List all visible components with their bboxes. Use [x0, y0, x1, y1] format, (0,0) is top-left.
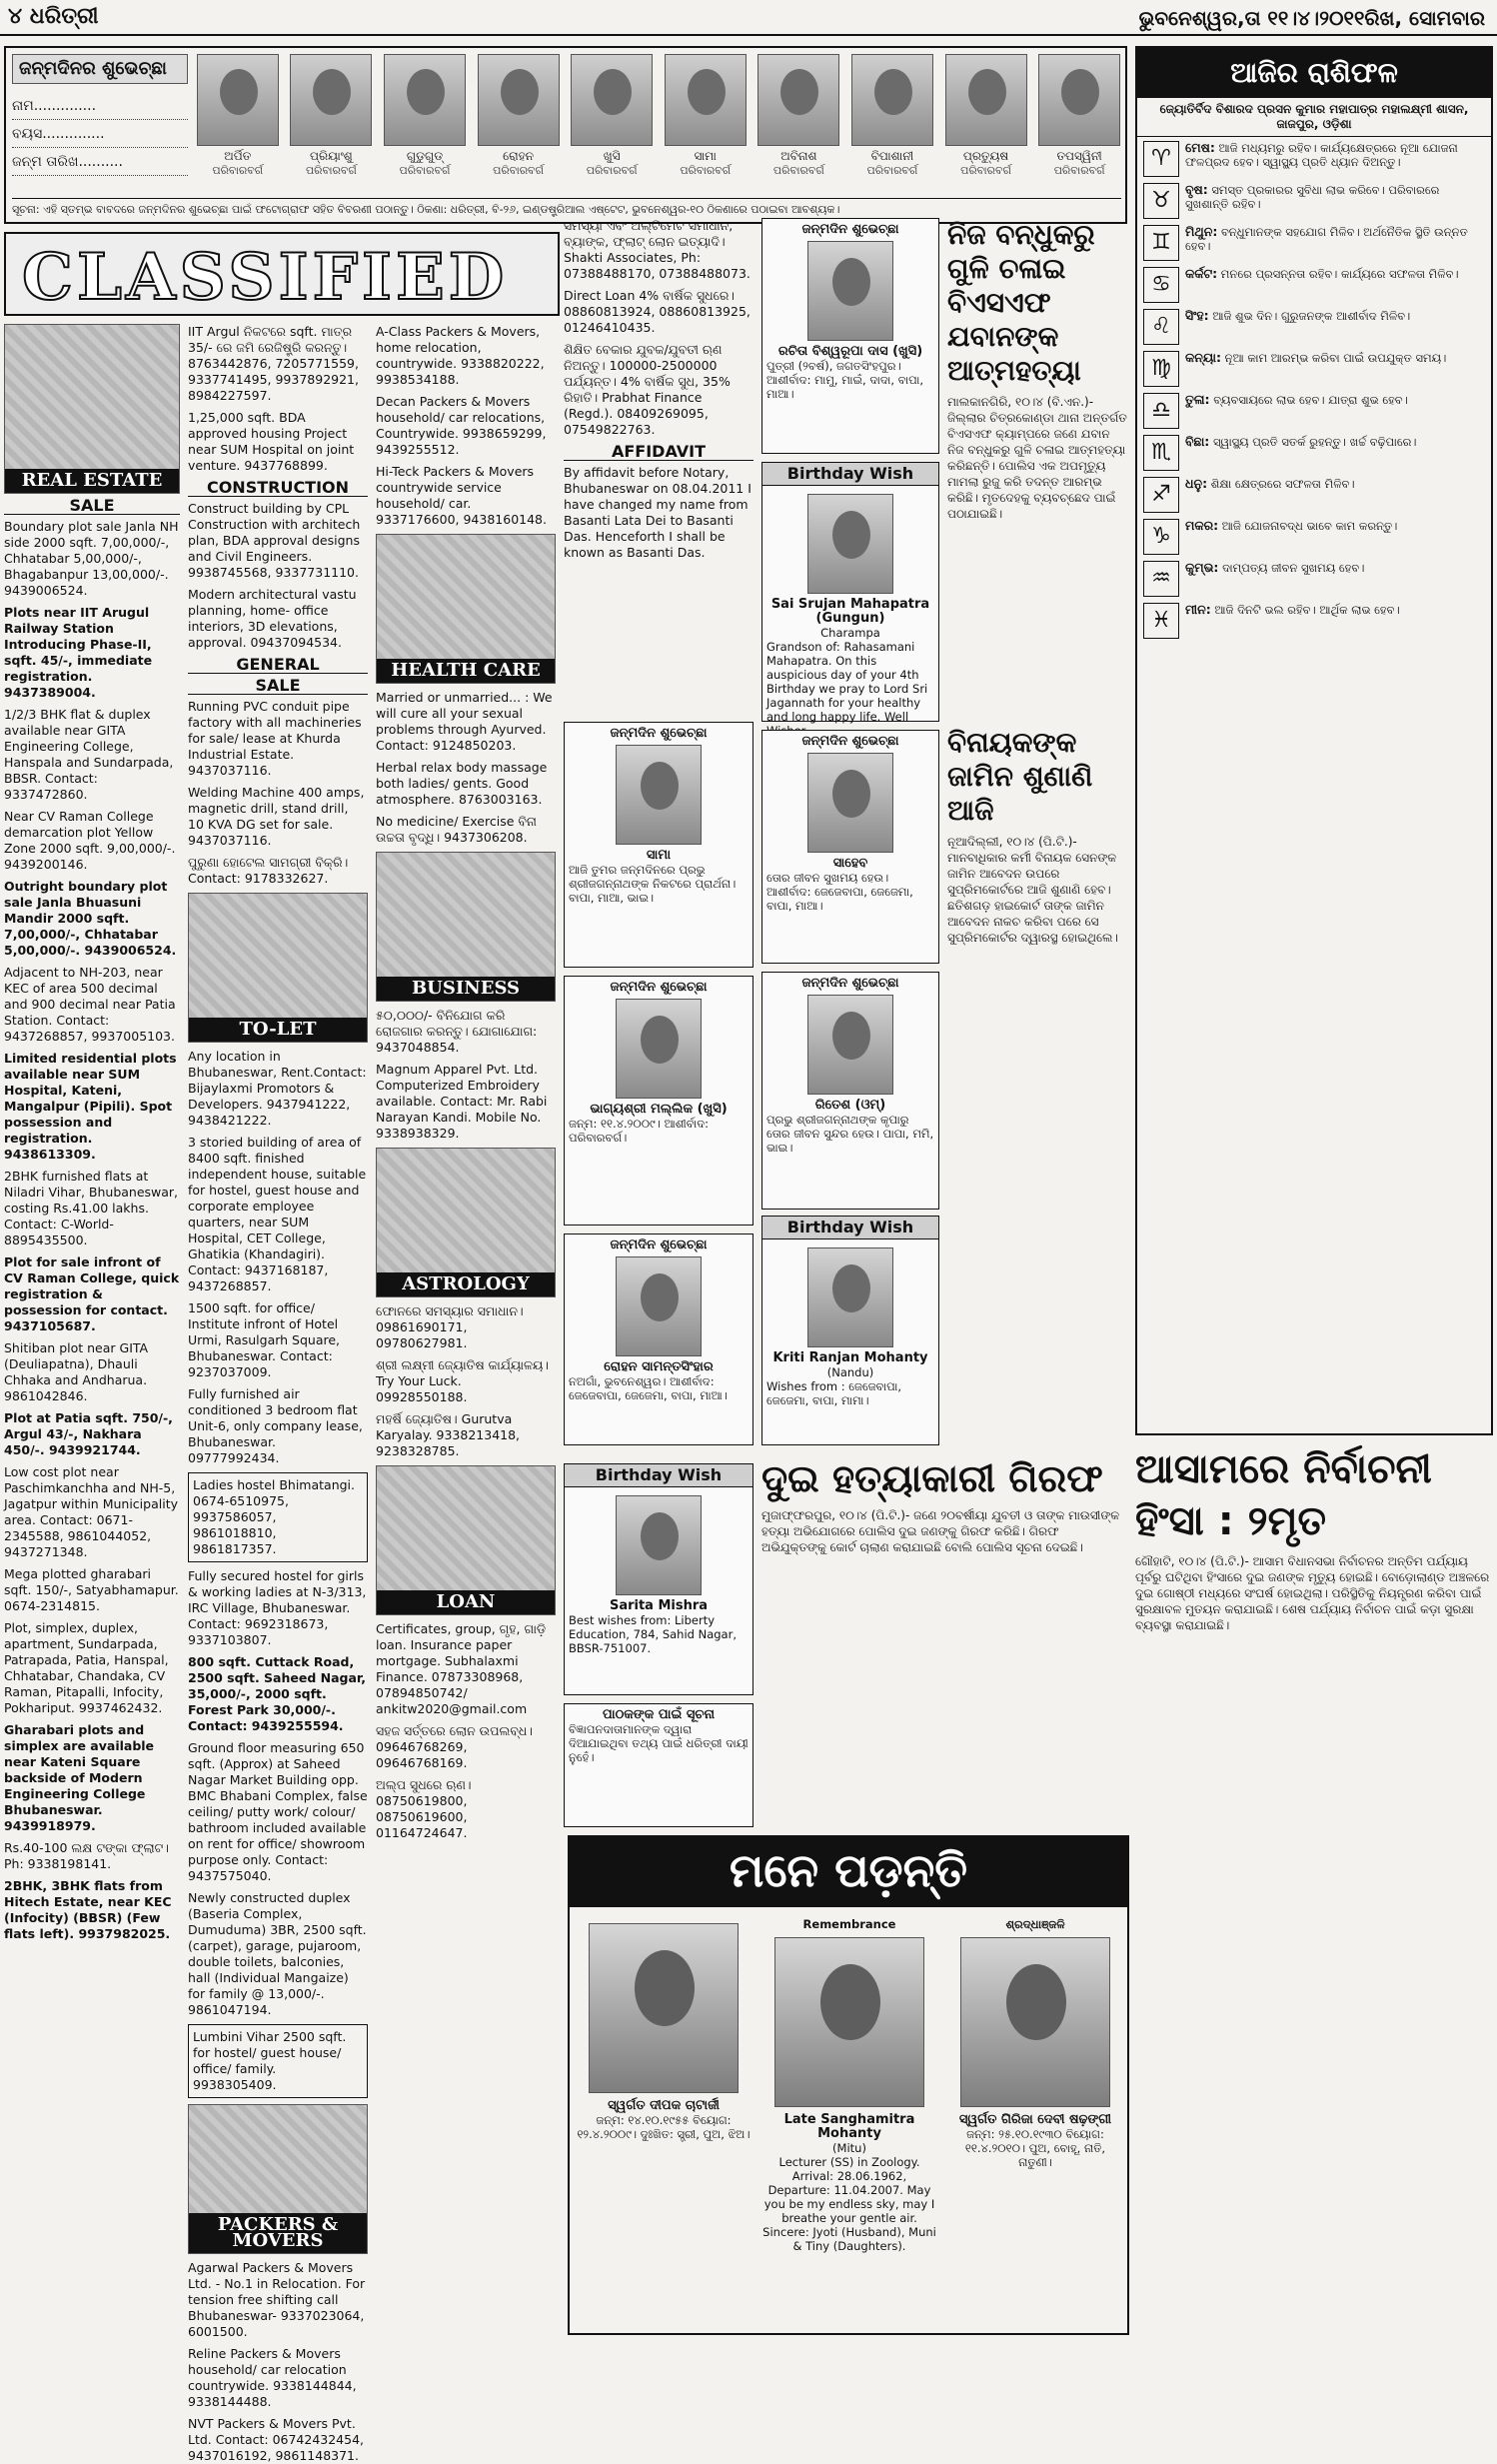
wish-text: ତୋର ଜୀବନ ସୁଖମୟ ହେଉ। ଆଶୀର୍ବାଦ: ଜେଜେବାପା, ଜେଜେମା, ବାପା, ମାଆ।	[766, 871, 913, 913]
classified-ad: 1500 sqft. for office/ Institute infront of Hotel Urmi, Rasulgarh Square, Bhubaneswar. Contact: 9237037009.	[188, 1300, 341, 1379]
zodiac-forecast: ଆଜି ମଧ୍ୟମରୁ ରହିବ। କାର୍ଯ୍ୟକ୍ଷେତ୍ରରେ ନୂଆ ଯୋଜନା ଫଳପ୍ରଦ ହେବ। ସ୍ୱାସ୍ଥ୍ୟ ପ୍ରତି ଧ୍ୟାନ ଦିଅନ୍ତୁ।	[1185, 141, 1458, 169]
zodiac-forecast: ବ୍ୟବସାୟରେ ଲାଭ ହେବ। ଯାତ୍ରା ଶୁଭ ହେବ।	[1213, 393, 1408, 407]
classified-ad: ୫୦,୦୦୦/- ବିନିଯୋଗ କରି ରୋଜଗାର କରନ୍ତୁ। ଯୋଗାଯୋଗ: 9437048854.	[376, 1008, 538, 1055]
zodiac-icon: ♏	[1143, 435, 1179, 471]
zodiac-name: ବୃଷ:	[1185, 182, 1208, 197]
kid-wisher: ପରିବାରବର୍ଗ	[960, 164, 1011, 177]
child-photo	[807, 753, 893, 853]
page-header	[0, 0, 1497, 36]
readers-notice	[564, 1703, 753, 1827]
classified-ad: Ladies hostel Bhimatangi. 0674-6510975, 9937586057, 9861018810, 9861817357.	[188, 1472, 368, 1562]
wish-text: Wishes from : ଜେଜେବାପା, ଜେଜେମା, ବାପା, ମାମା।	[766, 1379, 902, 1407]
kid-photo	[571, 54, 653, 146]
classified-ad: Running PVC conduit pipe factory with all machineries for sale/ lease at Khurda Industrial Estate. 9437037116.	[188, 699, 362, 778]
kid-wisher: ପରିବାରବର୍ଗ	[680, 164, 732, 177]
child-photo	[807, 241, 893, 341]
kid-card	[381, 54, 469, 194]
zodiac-text	[1185, 141, 1485, 177]
zodiac-forecast: ଦାମ୍ପତ୍ୟ ଜୀବନ ସୁଖମୟ ହେବ।	[1222, 561, 1365, 575]
kid-card	[942, 54, 1030, 194]
classified-ad: ମହର୍ଷି ଜ୍ୟୋତିଷ। Gurutva Karyalay. 9338213418, 9238328785.	[376, 1411, 521, 1458]
news-assam-violence	[1135, 1443, 1493, 2333]
zodiac-forecast: ବନ୍ଧୁମାନଙ୍କ ସହଯୋଗ ମିଳିବ। ଅର୍ଥନୈତିକ ସ୍ଥିତି ଉନ୍ନତ ହେବ।	[1185, 225, 1468, 253]
ad-category-label: PACKERS & MOVERS	[189, 2213, 367, 2253]
article-body: ଗୌହାଟି, ୧୦।୪ (ପି.ଟି.)- ଆସାମ ବିଧାନସଭା ନିର୍ବାଚନର ଅନ୍ତିମ ପର୍ଯ୍ୟାୟ ପୂର୍ବରୁ ଘଟିଥିବା ହିଂସାରେ ଦୁଇ ଜଣଙ୍କ ମୃତ୍ୟୁ ହୋଇଛି। ବୋଡ଼ୋଲାଣ୍ଡ ଅଞ୍ଚଳରେ ଦୁଇ ଗୋଷ୍ଠୀ ମଧ୍ୟରେ ସଂଘର୍ଷ ହୋଇଥିଲା। ପରିସ୍ଥିତିକୁ ନିୟନ୍ତ୍ରଣ କରିବା ପାଇଁ ସୁରକ୍ଷାବଳ ମୁତୟନ କରାଯାଇଛି। ଶେଷ ପର୍ଯ୍ୟାୟ ନିର୍ବାଚନ ପାଇଁ କଡ଼ା ସୁରକ୍ଷା ବ୍ୟବସ୍ଥା କରାଯାଇଛି।	[1135, 1554, 1490, 1632]
memorial-head: ଶ୍ରଦ୍ଧାଞ୍ଜଳି	[1005, 1917, 1065, 1931]
headline: ବିନାୟକଙ୍କ ଜାମିନ ଶୁଣାଣି ଆଜି	[947, 726, 1093, 827]
zodiac-text	[1185, 393, 1408, 429]
child-photo	[616, 999, 702, 1099]
ad-category-label: TO-LET	[189, 1018, 367, 1042]
zodiac-forecast: ଆଜି ଦିନଟି ଭଲ ରହିବ। ଆର୍ଥିକ ଲାଭ ହେବ।	[1214, 603, 1400, 617]
kid-photo	[290, 54, 372, 146]
classified-ad: Decan Packers & Movers household/ car relocations, Countrywide. 9938659299, 9439255512.	[376, 394, 547, 457]
kid-card	[194, 54, 282, 194]
zodiac-name: ଧନୁ:	[1185, 476, 1208, 491]
wish-title: ଜନ୍ମଦିନ ଶୁଭେଚ୍ଛା	[610, 1237, 708, 1252]
zodiac-entry	[1143, 477, 1485, 513]
classified-ad: ଅଲ୍ପ ସୁଧରେ ଋଣ। 08750619800, 08750619600, 01164724647.	[376, 1777, 472, 1840]
wish-name: ରିତେଶ (ଓମ୍)	[814, 1098, 886, 1113]
birthday-form	[12, 92, 188, 176]
child-photo	[616, 745, 702, 845]
classified-ad: Gharabari plots and simplex are available near Kateni Square backside of Modern Engineering College Bhubaneswar. 9439918979.	[4, 1722, 155, 1833]
wish-text: Grandson of: Rahasamani Mahapatra. On this auspicious day of your 4th Birthday we pray to Lord Sri Jagannath for your healthy and long happy life. Well	[766, 640, 928, 724]
memorial-dipak	[576, 1917, 751, 2327]
horoscope-column	[1135, 46, 1493, 1435]
classified-ad: Low cost plot near Paschimkanchha and NH-5, Jagatpur within Municipality area. Contact: 0671-2345588, 9861044052, 9437271348.	[4, 1464, 178, 1559]
headline: ନିଜ ବନ୍ଧୁକରୁ ଗୁଳି ଚଳାଇ ବିଏସଏଫ ଯବାନଙ୍କ ଆତ୍ମହତ୍ୟା	[947, 218, 1095, 387]
zodiac-icon: ♎	[1143, 393, 1179, 429]
wish-title: ଜନ୍ମଦିନ ଶୁଭେଚ୍ଛା	[610, 726, 708, 741]
classified-ad: Rs.40-100 ଲକ୍ଷ ଟଙ୍କା ଫ୍ଲାଟ। Ph: 9338198141.	[4, 1840, 169, 1871]
ad-category-label: LOAN	[377, 1590, 555, 1614]
classified-ad: Herbal relax body massage both ladies/ gents. Good atmosphere. 8763003163.	[376, 760, 548, 807]
person-photo	[616, 1495, 702, 1595]
kid-photo	[851, 54, 933, 146]
birthday-wish-kriti	[761, 1216, 939, 1445]
zodiac-text	[1185, 435, 1417, 471]
kid-wisher: ପରିବାରବର୍ଗ	[212, 164, 264, 177]
zodiac-forecast: ମନରେ ପ୍ରସନ୍ନତା ରହିବ। କାର୍ଯ୍ୟରେ ସଫଳତା ମିଳିବ।	[1220, 267, 1459, 281]
classified-ad: Lumbini Vihar 2500 sqft. for hostel/ guest house/ office/ family. 9938305409.	[188, 2024, 368, 2098]
classified-ad: ଶ୍ରୀ ଲକ୍ଷ୍ମୀ ଜ୍ୟୋତିଷ କାର୍ଯ୍ୟାଳୟ। Try Your Luck. 09928550188.	[376, 1357, 549, 1404]
classified-ad: Outright boundary plot sale Janla Bhuasuni Mandir 2000 sqft. 7,00,000/-, Chhatabar 5,00,000/-. 9439006524.	[4, 879, 177, 958]
section-heading: SALE	[188, 678, 368, 695]
kid-card	[1035, 54, 1123, 194]
memorial-text: ଜନ୍ମ: ୨୫.୧୦.୧୯୩୦ ବିୟୋଗ: ୧୧.୪.୨୦୧୦। ପୁଅ, ବୋହୂ, ନାତି, ନାତୁଣୀ।	[964, 2127, 1106, 2169]
headline: ଆସାମରେ ନିର୍ବାଚନୀ ହିଂସା : ୨ମୃତ	[1135, 1446, 1432, 1544]
section-heading: AFFIDAVIT	[564, 444, 753, 461]
wish-rachita	[761, 218, 939, 454]
memorial-head: Remembrance	[802, 1917, 896, 1931]
zodiac-icon: ♓	[1143, 603, 1179, 639]
zodiac-name: ମେଷ:	[1185, 140, 1215, 155]
zodiac-forecast: ନୂଆ କାମ ଆରମ୍ଭ କରିବା ପାଇଁ ଉପଯୁକ୍ତ ସମୟ।	[1224, 351, 1447, 365]
zodiac-forecast: ଆଜି ଯୋଜନାବଦ୍ଧ ଭାବେ କାମ କରନ୍ତୁ।	[1221, 519, 1398, 533]
wish-text: ଜନ୍ମ: ୧୧.୪.୨୦୦୯। ଆଶୀର୍ବାଦ: ପରିବାରବର୍ଗ।	[569, 1117, 710, 1145]
wish-ritesh	[761, 972, 939, 1210]
zodiac-entry	[1143, 603, 1485, 639]
memorial-photo	[589, 1923, 739, 2093]
news-bsf-suicide	[947, 218, 1127, 718]
ad-category-label: BUSINESS	[377, 977, 555, 1001]
zodiac-text	[1185, 183, 1485, 219]
horoscope-list	[1137, 137, 1491, 649]
classified-column-3	[376, 324, 556, 2333]
kid-name: ପ୍ରତ୍ୟୁଷ	[962, 149, 1009, 163]
zodiac-icon: ♒	[1143, 561, 1179, 597]
kid-name: ତପସ୍ୱିନୀ	[1056, 149, 1102, 163]
ad-category-label: ASTROLOGY	[377, 1272, 555, 1296]
zodiac-forecast: ସମସ୍ତ ପ୍ରକାରର ସୁବିଧା ଲାଭ କରିବେ। ପରିବାରରେ ସୁଖଶାନ୍ତି ରହିବ।	[1185, 183, 1440, 211]
zodiac-name: ମକର:	[1185, 518, 1219, 533]
remembrance-title: ମନେ ପଡ଼ନ୍ତି	[570, 1837, 1127, 1907]
kid-name: ବିପାଶାନୀ	[870, 149, 914, 163]
zodiac-name: ତୁଳା:	[1185, 392, 1210, 407]
memorial-nickname: (Mitu)	[832, 2141, 866, 2155]
classified-column-2	[188, 324, 368, 2463]
memorial-girija	[947, 1917, 1123, 2327]
wish-text: ଆଜି ତୁମର ଜନ୍ମଦିନରେ ପ୍ରଭୁ ଶ୍ରୀଜଗନ୍ନାଥଙ୍କ ନିକଟରେ ପ୍ରାର୍ଥନା। ବାପା, ମାଆ, ଭାଇ।	[569, 863, 737, 905]
zodiac-entry	[1143, 351, 1485, 387]
memorial-photo	[774, 1937, 924, 2107]
classified-ad: Married or unmarried... : We will cure all your sexual problems through Ayurved. Contact: 9124850203.	[376, 690, 553, 753]
memorial-text: ଜନ୍ମ: ୧୪.୧୦.୧୯୫୫ ବିୟୋଗ: ୧୨.୪.୨୦୦୯। ଦୁଃଖିତ: ସ୍ତ୍ରୀ, ପୁଅ, ଝିଅ।	[577, 2113, 750, 2141]
memorial-name: ସ୍ୱର୍ଗତ ଗିରିଜା ଦେବୀ ଷଢ଼ଙ୍ଗୀ	[958, 2112, 1112, 2127]
notice-title: ପାଠକଙ୍କ ପାଇଁ ସୂଚନା	[602, 1707, 716, 1722]
zodiac-entry	[1143, 561, 1485, 597]
memorial-sanghamitra	[761, 1917, 937, 2327]
section-heading: CONSTRUCTION	[188, 480, 368, 497]
wish-sama	[564, 722, 753, 968]
kid-photo	[1038, 54, 1120, 146]
kid-card	[662, 54, 749, 194]
wish-title: ଜନ୍ମଦିନ ଶୁଭେଚ୍ଛା	[801, 976, 899, 991]
wish-place: (Nandu)	[826, 1365, 874, 1379]
memorial-text: Lecturer (SS) in Zoology. Arrival: 28.06.1962, Departure: 11.04.2007. May you be my endless sky, may I breathe your gentle air. Sincere: Jyoti (Husband), Muni & Tiny (Daughters).	[762, 2155, 936, 2253]
kid-card	[568, 54, 656, 194]
classified-ad: Ground floor measuring 650 sqft. (Approx) at Saheed Nagar Market Building opp. BMC Bhabani Complex, false ceiling/ putty work/ colour/ bathroom included available on rent for office/ showroom purpose only. Contact: 9437575040.	[188, 1740, 368, 1883]
wish-bhagyashree	[564, 976, 753, 1226]
loan-affidavit-column	[564, 218, 753, 738]
zodiac-name: ମିଥୁନ:	[1185, 224, 1218, 239]
classified-ad: IIT Argul ନିକଟରେ sqft. ମାତ୍ର 35/- ରେ ଜମି ରେଜିଷ୍ଟ୍ରି କରନ୍ତୁ। 8763442876, 7205771559, 9337741495, 9937892921, 8984227597.	[188, 324, 359, 403]
zodiac-icon: ♋	[1143, 267, 1179, 303]
classified-ad: Limited residential plots available near SUM Hospital, Kateni, Mangalpur (Pipili). Spot possession and registration. 9438613309.	[4, 1051, 177, 1162]
classified-ad: Certificates, group, ଗୃହ, ଗାଡ଼ି loan. Insurance paper mortgage. Subhalaxmi Finance. 07873308968, 07894850742/ ankitw2020@gmail.com	[376, 1621, 547, 1716]
zodiac-icon: ♐	[1143, 477, 1179, 513]
child-photo	[807, 494, 893, 594]
classified-ad: No medicine/ Exercise ବିନା ଉଚ୍ଚତା ବୃଦ୍ଧି। 9437306208.	[376, 814, 537, 845]
kid-photo	[945, 54, 1027, 146]
kid-name: ଅର୍ପିତ	[224, 149, 252, 163]
kid-photo	[478, 54, 560, 146]
zodiac-entry	[1143, 183, 1485, 219]
wish-saheb	[761, 730, 939, 964]
notice-text: ବିଜ୍ଞାପନଦାତାମାନଙ୍କ ଦ୍ୱାରା ଦିଆଯାଇଥିବା ତଥ୍ୟ ପାଇଁ ଧରିତ୍ରୀ ଦାୟୀ ନୁହେଁ।	[569, 1722, 748, 1764]
memorial-name: Late Sanghamitra Mohanty	[783, 2112, 915, 2141]
classified-ad: Direct Loan 4% ବାର୍ଷିକ ସୁଧରେ। 08860813924, 08860813925, 01246410435.	[564, 288, 750, 335]
classified-ad: ସମସ୍ୟା ଏବଂ ଅଲ୍ଟିମେଟ ସମାଧାନ, ବ୍ୟାଙ୍କ, ଫ୍ଲାଟ୍ ଲୋନ ଇତ୍ୟାଦି। Shakti Associates, Ph: 07388488170, 07388488073.	[564, 218, 750, 281]
kid-photos	[194, 54, 1123, 194]
classified-ad: Hi-Teck Packers & Movers countrywide service household/ car. 9337176600, 9438160148.	[376, 464, 547, 527]
zodiac-text	[1185, 351, 1446, 387]
classified-banner	[4, 232, 560, 316]
zodiac-name: କୁମ୍ଭ:	[1185, 560, 1219, 575]
wish-name: ରଚିତା ବିଶ୍ୱରୂପା ଦାସ (ଖୁସି)	[777, 344, 923, 359]
classified-ad: A-Class Packers & Movers, home relocation, countrywide. 9338820222, 9938534188.	[376, 324, 545, 387]
kid-name: ସାମା	[694, 149, 717, 163]
kid-card	[755, 54, 843, 194]
kid-name: ଖୁସି	[603, 149, 621, 163]
wish-title: Birthday Wish	[565, 1464, 752, 1487]
birthday-wish-sarita	[564, 1463, 753, 1695]
kid-card	[848, 54, 936, 194]
child-photo	[807, 1247, 893, 1347]
real-estate-image	[4, 324, 180, 494]
zodiac-text	[1185, 561, 1364, 597]
wish-text: ନଅଗାଁ, ଭୁବନେଶ୍ୱର। ଆଶୀର୍ବାଦ: ଜେଜେବାପା, ଜେଜେମା, ବାପା, ମାଆ।	[569, 1374, 728, 1402]
kid-photo	[384, 54, 466, 146]
section-heading: GENERAL	[188, 657, 368, 674]
zodiac-name: ବିଛା:	[1185, 434, 1210, 449]
zodiac-text	[1185, 477, 1355, 513]
classified-ad: Shitiban plot near GITA (Deuliapatna), Dhauli Chhaka and Andharua. 9861042846.	[4, 1340, 149, 1403]
classified-ad: Magnum Apparel Pvt. Ltd. Computerized Embroidery available. Contact: Mr. Rabi Narayan Kandi. Mobile No. 9338938329.	[376, 1062, 548, 1141]
wish-rohan	[564, 1233, 753, 1445]
zodiac-text	[1185, 225, 1485, 261]
article-body: ନୂଆଦିଲ୍ଲୀ, ୧୦।୪ (ପି.ଟି.)- ମାନବାଧିକାର କର୍ମୀ ବିନାୟକ ସେନଙ୍କ ଜାମିନ ଆବେଦନ ଉପରେ ସୁପ୍ରିମକୋର୍ଟରେ ଆଜି ଶୁଣାଣି ହେବ। ଛତିଶଗଡ଼ ହାଇକୋର୍ଟ ତାଙ୍କ ଜାମିନ ଆବେଦନ ନାକଚ କରିବା ପରେ ସେ ସୁପ୍ରିମକୋର୍ଟର ଦ୍ୱାରସ୍ଥ ହୋଇଥିଲେ।	[947, 835, 1118, 945]
kid-wisher: ପରିବାରବର୍ଗ	[1053, 164, 1105, 177]
classified-ad: Modern architectural vastu planning, home- office interiors, 3D elevations, approval. 09437094534.	[188, 587, 357, 650]
headline: ଦୁଇ ହତ୍ୟାକାରୀ ଗିରଫ	[761, 1456, 1103, 1500]
kid-name: ରୋହନ	[503, 149, 534, 163]
kid-photo	[757, 54, 839, 146]
kid-wisher: ପରିବାରବର୍ଗ	[772, 164, 824, 177]
classified-ad: 2BHK furnished flats at Niladri Vihar, Bhubaneswar, costing Rs.41.00 lakhs. Contact: C-World- 8895435500.	[4, 1169, 179, 1247]
classified-ad: Boundary plot sale Janla NH side 2000 sqft. 7,00,000/-, Chhatabar 5,00,000/-, Bhagabanpur 13,00,000/-. 9439006524.	[4, 519, 179, 598]
form-dob-line: ଜନ୍ମ ତାରିଖ..........	[12, 148, 188, 176]
zodiac-name: କର୍କଟ:	[1185, 266, 1218, 281]
classified-ad: 3 storied building of area of 8400 sqft. finished independent house, suitable for hostel, guest house and corporate employee quarters, near SUM Hospital, CET College, Ghatikia (Khandagiri). Contact: 9437168187, 9437268857.	[188, 1135, 367, 1293]
zodiac-text	[1185, 519, 1397, 555]
real-estate-label: REAL ESTATE	[5, 469, 179, 493]
classified-ad: Any location in Bhubaneswar, Rent.Contact: Bijaylaxmi Promotors & Developers. 9437941222, 9438421222.	[188, 1049, 367, 1128]
classified-ad: Near CV Raman College demarcation plot Yellow Zone 2000 sqft. 9,00,000/-. 9439200146.	[4, 809, 176, 872]
classified-ad: Plot for sale infront of CV Raman College, quick registration & possession for contact. 9437105687.	[4, 1254, 180, 1333]
horoscope-title: ଆଜିର ରାଶିଫଳ	[1137, 48, 1491, 98]
wish-title: Birthday Wish	[762, 1217, 938, 1239]
zodiac-entry	[1143, 309, 1485, 345]
form-name-line: ନାମ..............	[12, 92, 188, 120]
news-binayak-bail	[947, 726, 1127, 1445]
classified-ad: 2BHK, 3BHK flats from Hitech Estate, near KEC (Infocity) (BBSR) (Few flats left). 9937982025.	[4, 1878, 172, 1941]
classified-ad: Newly constructed duplex (Baseria Complex, Dumuduma) 3BR, 2500 sqft. (carpet), garage, pujaroom, double toilets, balconies, hall (Individual Mangaize) for family @ 13,000/-. 9861047194.	[188, 1890, 367, 2017]
classified-ad: 1/2/3 BHK flat & duplex available near GITA Engineering College, Hanspala and Sundarpada, BBSR. Contact: 9337472860.	[4, 707, 174, 802]
form-age-line: ବୟସ..............	[12, 120, 188, 148]
ad-category-image	[188, 2104, 368, 2254]
wish-name: ଭାଗ୍ୟଶ୍ରୀ ମଲ୍ଲିକ (ଖୁସି)	[590, 1102, 728, 1117]
classified-ad: By affidavit before Notary, Bhubaneswar on 08.04.2011 I have changed my name from Basanti Lata Dei to Basanti Das. Henceforth I shall be known as Basanti Das.	[564, 465, 751, 560]
child-photo	[616, 1256, 702, 1356]
classified-ad: Plot at Patia sqft. 750/-, Argul 43/-, Nakhara 450/-. 9439921744.	[4, 1410, 173, 1457]
remembrance-section	[568, 1835, 1129, 2335]
ad-category-image	[376, 534, 556, 684]
zodiac-text	[1185, 309, 1410, 345]
zodiac-icon: ♍	[1143, 351, 1179, 387]
wish-name: Sai Srujan Mahapatra (Gungun)	[770, 597, 930, 626]
classified-ad: ପୁରୁଣା ହୋଟେଲ ସାମଗ୍ରୀ ବିକ୍ରି। Contact: 9178332627.	[188, 855, 349, 886]
zodiac-text	[1185, 603, 1400, 639]
kid-wisher: ପରିବାରବର୍ଗ	[305, 164, 357, 177]
birthday-wish-sai	[761, 462, 939, 722]
classified-ad: ଫୋନରେ ସମସ୍ୟାର ସମାଧାନ। 09861690171, 09780627981.	[376, 1303, 524, 1350]
dateline: ଭୁବନେଶ୍ୱର,ତା ୧୧।୪।୨୦୧୧ରିଖ, ସୋମବାର	[1138, 6, 1485, 30]
birthday-band-note: ସୂଚନା: ଏହି ସ୍ତମ୍ଭ ବାବଦରେ ଜନ୍ମଦିନର ଶୁଭେଚ୍ଛା ପାଇଁ ଫଟୋଗ୍ରାଫ ସହିତ ବିବରଣୀ ପଠାନ୍ତୁ। ଠିକଣା: ଧରିତ୍ରୀ, ବି-୨୬, ଇଣ୍ଡଷ୍ଟ୍ରିଆଲ ଏଷ୍ଟେଟ, ଭୁବନେଶ୍ୱର-୧୦ ଠିକଣାରେ ପଠାଇବା ଆବଶ୍ୟକ।	[12, 198, 1121, 217]
birthday-wishes-band	[4, 46, 1127, 224]
kid-photo	[197, 54, 279, 146]
zodiac-icon: ♌	[1143, 309, 1179, 345]
classified-ad: ସହଜ ସର୍ତ୍ତରେ ଲୋନ ଉପଲବ୍ଧ। 09646768269, 09646768169.	[376, 1723, 533, 1770]
col1-ads	[4, 498, 180, 1942]
article-body: ମାଲକାନଗିରି, ୧୦।୪ (ବି.ଏନ.)- ଜିଲ୍ଲାର ଚିତ୍ରକୋଣ୍ଡା ଥାନା ଅନ୍ତର୍ଗତ ବିଏସଏଫ କ୍ୟାମ୍ପରେ ଜଣେ ଯବାନ ନିଜ ବନ୍ଧୁକରୁ ଗୁଳି ଚଳାଇ ଆତ୍ମହତ୍ୟା କରିଛନ୍ତି। ପୋଲିସ ଏକ ଅପମୃତ୍ୟୁ ମାମଲା ରୁଜୁ କରି ତଦନ୍ତ ଆରମ୍ଭ କରିଛି। ମୃତଦେହକୁ ବ୍ୟବଚ୍ଛେଦ ପାଇଁ ପଠାଯାଇଛି।	[947, 395, 1127, 521]
section-heading: SALE	[4, 498, 180, 515]
kid-wisher: ପରିବାରବର୍ଗ	[866, 164, 918, 177]
zodiac-entry	[1143, 141, 1485, 177]
child-photo	[807, 995, 893, 1095]
zodiac-entry	[1143, 267, 1485, 303]
wish-title: ଜନ୍ମଦିନ ଶୁଭେଚ୍ଛା	[801, 734, 899, 749]
classified-ad: Plots near IIT Arugul Railway Station Introducing Phase-II, sqft. 45/-, immediate registration. 9437389004.	[4, 605, 153, 700]
classified-ad: Plot, simplex, duplex, apartment, Sundarpada, Patrapada, Patia, Hanspal, Chhatabar, Chandaka, CV Raman, Pitapalli, Infocity, Pokhariput. 9937462432.	[4, 1620, 169, 1715]
page-number: ୪ ଧରିତ୍ରୀ	[8, 4, 99, 29]
classified-ad: Fully secured hostel for girls & working ladies at N-3/313, IRC Village, Bhubaneswar. Contact: 9692318673, 9337103807.	[188, 1568, 367, 1647]
zodiac-icon: ♉	[1143, 183, 1179, 219]
kid-card	[288, 54, 376, 194]
memorial-photo	[960, 1937, 1110, 2107]
kid-name: ଗୁଡୁଗୁଡ୍	[406, 149, 444, 163]
wish-name: Kriti Ranjan Mohanty	[772, 1350, 928, 1365]
kid-photo	[665, 54, 747, 146]
wish-place: Charampa	[820, 626, 880, 640]
ad-category-label: HEALTH CARE	[377, 659, 555, 683]
classified-ad: ଶିକ୍ଷିତ ବେକାର ଯୁବକ/ଯୁବତୀ ଋଣ ନିଅନ୍ତୁ। 100000-2500000 ପର୍ଯ୍ୟନ୍ତ। 4% ବାର୍ଷିକ ସୁଧ, 35% ରିହାତି। Prabhat Finance (Regd.). 08409269095, 07549822763.	[564, 342, 731, 437]
classified-ad: Adjacent to NH-203, near KEC of area 500 decimal and 900 decimal near Patia Station. Contact: 9437268857, 9937005103.	[4, 965, 176, 1044]
kid-wisher: ପରିବାରବର୍ଗ	[493, 164, 545, 177]
classified-ad: Mega plotted gharabari sqft. 150/-, Satyabhamapur. 0674-2314815.	[4, 1566, 179, 1613]
zodiac-name: କନ୍ୟା:	[1185, 350, 1222, 365]
zodiac-entry	[1143, 393, 1485, 429]
zodiac-name: ମୀନ:	[1185, 602, 1211, 617]
classified-ad: NVT Packers & Movers Pvt. Ltd. Contact: 06742432454, 9437016192, 9861148371.	[188, 2416, 365, 2463]
zodiac-icon: ♊	[1143, 225, 1179, 261]
classified-ad: Welding Machine 400 amps, magnetic drill, stand drill, 10 KVA DG set for sale. 9437037116.	[188, 785, 365, 848]
kid-wisher: ପରିବାରବର୍ଗ	[399, 164, 451, 177]
zodiac-name: ସିଂହ:	[1185, 308, 1209, 323]
zodiac-text	[1185, 267, 1459, 303]
kid-name: ଅବିନାଶ	[780, 149, 817, 163]
zodiac-forecast: ଆଜି ଶୁଭ ଦିନ। ଗୁରୁଜନଙ୍କ ଆଶୀର୍ବାଦ ମିଳିବ।	[1212, 309, 1411, 323]
kid-wisher: ପରିବାରବର୍ଗ	[586, 164, 638, 177]
horoscope-byline: ଜ୍ୟୋତିର୍ବିଦ ବିଶାରଦ ପ୍ରସନ କୁମାର ମହାପାତ୍ର ମହାଲକ୍ଷ୍ମୀ ଶାସନ, ଜାଜପୁର, ଓଡ଼ିଶା	[1137, 98, 1491, 137]
classified-title: CLASSIFIED	[22, 240, 509, 315]
article-body: ମୁଜାଫ୍ଫରପୁର, ୧୦।୪ (ପି.ଟି.)- ଜଣେ ୨୦ବର୍ଷୀୟା ଯୁବତୀ ଓ ତାଙ୍କ ମାଉସୀଙ୍କ ହତ୍ୟା ଅଭିଯୋଗରେ ପୋଲିସ ଦୁଇ ଜଣଙ୍କୁ ଗିରଫ କରିଛି। ଗିରଫ ଅଭିଯୁକ୍ତଙ୍କୁ କୋର୍ଟ ଚାଲାଣ କରାଯାଇଛି ବୋଲି ପୋଲିସ ସୂଚନା ଦେଇଛି।	[761, 1508, 1120, 1554]
ad-category-image	[376, 1148, 556, 1297]
ad-category-image	[188, 893, 368, 1043]
zodiac-entry	[1143, 225, 1485, 261]
ad-category-image	[376, 852, 556, 1002]
wish-title: Birthday Wish	[762, 463, 938, 486]
wish-text: ପୁତ୍ରୀ (୨ବର୍ଷ), ଜଗତସିଂହପୁର। ଆଶୀର୍ବାଦ: ମାମୁ, ମାଇଁ, ଦାଦା, ବାପା, ମାଆ।	[766, 359, 924, 401]
classified-ad: 1,25,000 sqft. BDA approved housing Project near SUM Hospital on joint venture. 9437768899.	[188, 410, 355, 473]
birthday-band-title: ଜନ୍ମଦିନର ଶୁଭେଚ୍ଛା	[12, 54, 188, 84]
wish-text: Best wishes from: Liberty Education, 784, Sahid Nagar, BBSR-751007.	[569, 1613, 737, 1655]
ad-category-image	[376, 1465, 556, 1615]
classified-ad: Agarwal Packers & Movers Ltd. - No.1 in Relocation. For tension free shifting call Bhubaneswar- 9337023064, 6001500.	[188, 2260, 366, 2339]
classified-column-1	[4, 324, 180, 2333]
kid-card	[475, 54, 563, 194]
classified-ad: Fully furnished air conditioned 3 bedroom flat Unit-6, only company lease, Bhubaneswar. 09777992434.	[188, 1386, 363, 1465]
zodiac-forecast: ଶିକ୍ଷା କ୍ଷେତ୍ରରେ ସଫଳତା ମିଳିବ।	[1210, 477, 1355, 491]
wish-title: ଜନ୍ମଦିନ ଶୁଭେଚ୍ଛା	[610, 980, 708, 995]
wish-name: ସାହେବ	[832, 856, 868, 871]
wish-name: ରୋହନ ସାମନ୍ତସିଂହାର	[604, 1359, 714, 1374]
news-two-murderers	[761, 1455, 1127, 1827]
wish-name: ସାମା	[646, 848, 672, 863]
classified-ad: 800 sqft. Cuttack Road, 2500 sqft. Saheed Nagar, 35,000/-, 2000 sqft. Forest Park 30,000/-. Contact: 9439255594.	[188, 1654, 366, 1733]
wish-text: ପ୍ରଭୁ ଶ୍ରୀଜଗନ୍ନାଥଙ୍କ କୃପାରୁ ତୋର ଜୀବନ ସୁନ୍ଦର ହେଉ। ପାପା, ମମି, ଭାଇ।	[766, 1113, 934, 1155]
kid-name: ପ୍ରିୟାଂଶୁ	[310, 149, 353, 163]
wish-name: Sarita Mishra	[609, 1598, 709, 1613]
zodiac-entry	[1143, 519, 1485, 555]
zodiac-forecast: ସ୍ୱାସ୍ଥ୍ୟ ପ୍ରତି ସତର୍କ ରୁହନ୍ତୁ। ଖର୍ଚ୍ଚ ବଢ଼ିପାରେ।	[1212, 435, 1417, 449]
zodiac-icon: ♑	[1143, 519, 1179, 555]
classified-ad: Reline Packers & Movers household/ car relocation countrywide. 9338144844, 9338144488.	[188, 2346, 357, 2409]
wish-title: ଜନ୍ମଦିନ ଶୁଭେଚ୍ଛା	[801, 222, 899, 237]
memorial-name: ସ୍ୱର୍ଗତ ଦୀପକ ଚାଟାର୍ଜୀ	[608, 2098, 720, 2113]
zodiac-icon: ♈	[1143, 141, 1179, 177]
classified-ad: Construct building by CPL Construction with architech plan, BDA approval designs and Civil Engineers. 9938745568, 9337731110.	[188, 501, 361, 580]
zodiac-entry	[1143, 435, 1485, 471]
